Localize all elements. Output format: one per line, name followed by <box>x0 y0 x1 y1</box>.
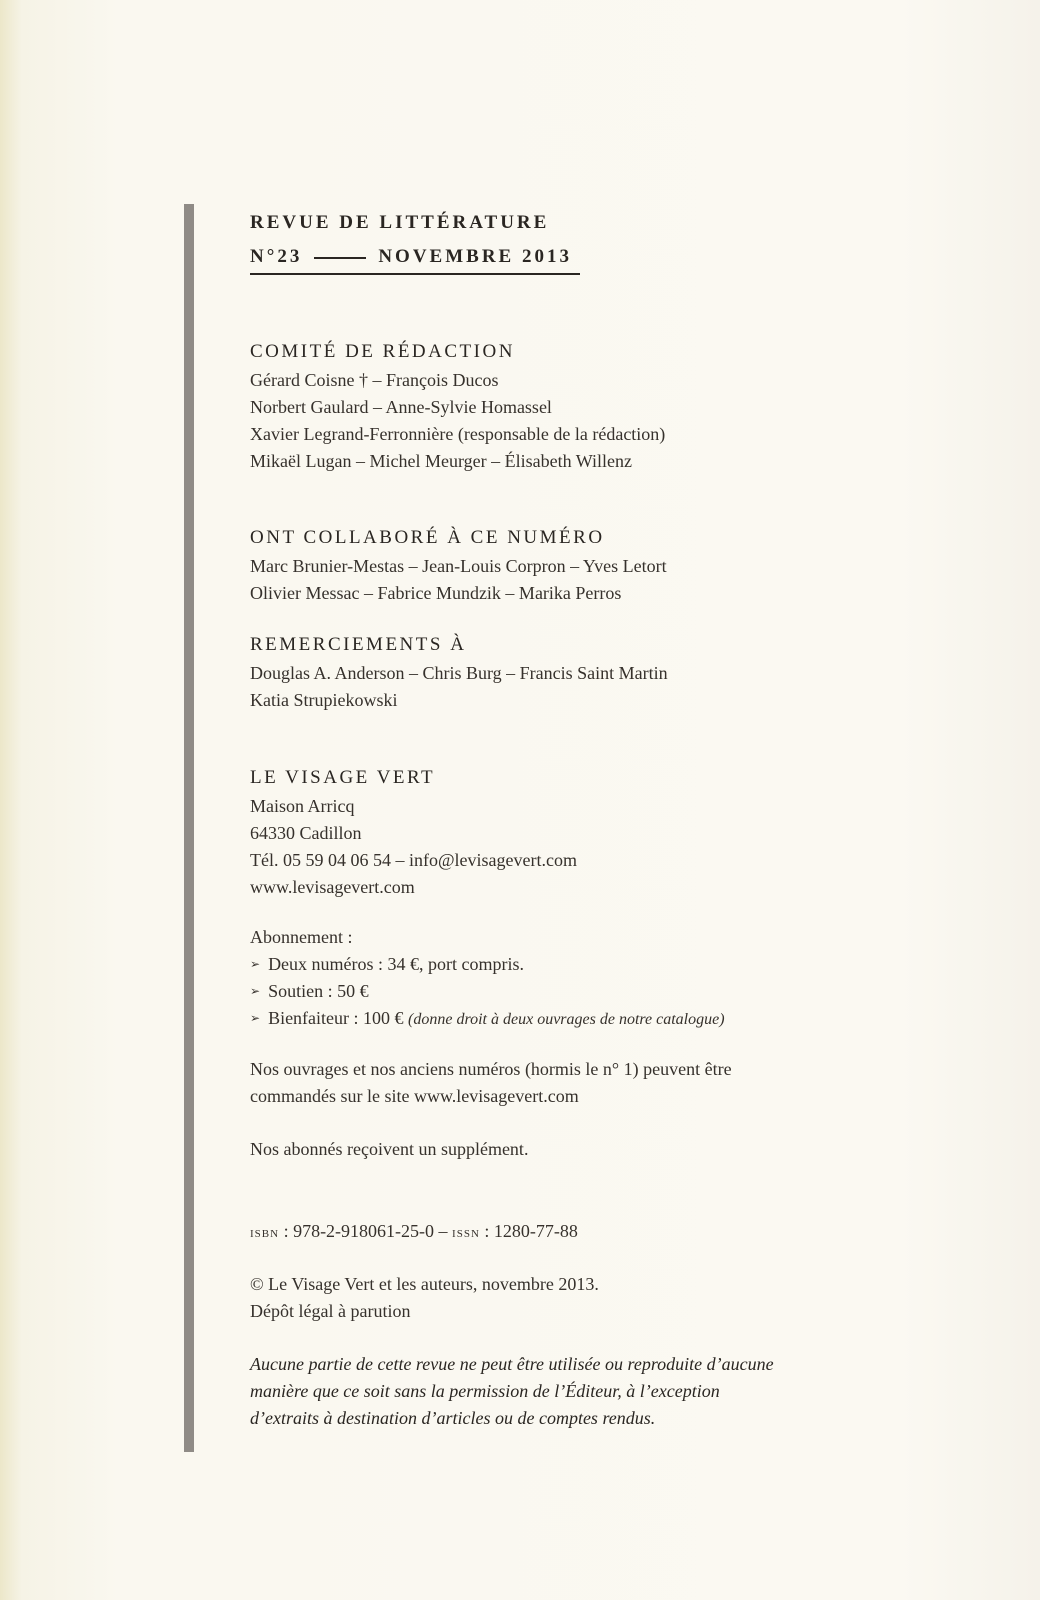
ouvrages-line: Nos ouvrages et nos anciens numéros (hormis le n° 1) peuvent être <box>250 1059 732 1079</box>
abonnement-item: ➢ Soutien : 50 € <box>250 978 725 1005</box>
copyright-line: © Le Visage Vert et les auteurs, novembre 2013. <box>250 1274 599 1294</box>
address-line: Maison Arricq <box>250 796 355 816</box>
editeur-title: LE VISAGE VERT <box>250 767 436 788</box>
abonnement-item <box>250 1005 725 1033</box>
editeur-section <box>250 763 577 901</box>
collabore-title: ONT COLLABORÉ À CE NUMÉRO <box>250 527 605 548</box>
header-underline <box>250 273 580 275</box>
issn-value: : 1280-77-88 <box>479 1221 578 1241</box>
notice-section <box>250 1351 890 1432</box>
address-line: 64330 Cadillon <box>250 823 362 843</box>
remerciements-line: Douglas A. Anderson – Chris Burg – Francis Saint Martin <box>250 663 668 683</box>
bienfaiteur-note: (donne droit à deux ouvrages de notre catalogue) <box>408 1011 725 1028</box>
remerciements-section <box>250 630 668 714</box>
issn-label: issn <box>452 1224 480 1241</box>
comite-line: Mikaël Lugan – Michel Meurger – Élisabeth Willenz <box>250 451 633 471</box>
ouvrages-section <box>250 1056 732 1110</box>
abonnement-item: ➢ Deux numéros : 34 €, port compris. <box>250 951 725 978</box>
abonnement-section <box>250 924 725 1033</box>
isbn-label: isbn <box>250 1224 280 1241</box>
remerciements-line: Katia Strupiekowski <box>250 690 398 710</box>
ouvrages-line: commandés sur le site www.levisagevert.com <box>250 1086 579 1106</box>
issue-number: N°23 <box>250 246 303 267</box>
collabore-section <box>250 523 667 607</box>
notice-line: Aucune partie de cette revue ne peut être utilisée ou reproduite d’aucune <box>250 1354 774 1374</box>
supplement-section <box>250 1136 528 1163</box>
copyright-section <box>250 1271 599 1325</box>
supplement-line: Nos abonnés reçoivent un supplément. <box>250 1139 529 1159</box>
comite-section <box>250 337 665 475</box>
comite-line: Xavier Legrand-Ferronnière (responsable de la rédaction) <box>250 424 666 444</box>
identifiers-section <box>250 1218 578 1246</box>
collabore-line: Marc Brunier-Mestas – Jean-Louis Corpron – Yves Letort <box>250 556 667 576</box>
comite-line: Norbert Gaulard – Anne-Sylvie Homassel <box>250 397 552 417</box>
left-vertical-bar <box>184 204 194 1452</box>
notice-line: manière que ce soit sans la permission de l’Éditeur, à l’exception <box>250 1381 720 1401</box>
dash-rule <box>314 257 366 259</box>
depot-legal-line: Dépôt légal à parution <box>250 1301 411 1321</box>
collabore-line: Olivier Messac – Fabrice Mundzik – Marika Perros <box>250 583 622 603</box>
issue-line <box>250 240 572 274</box>
issue-date: NOVEMBRE 2013 <box>378 246 572 267</box>
comite-line: Gérard Coisne † – François Ducos <box>250 370 499 390</box>
website-line: www.levisagevert.com <box>250 877 415 897</box>
header <box>250 206 572 274</box>
isbn-value: : 978-2-918061-25-0 – <box>279 1221 453 1241</box>
comite-title: COMITÉ DE RÉDACTION <box>250 341 515 362</box>
bienfaiteur-label: Bienfaiteur : 100 € <box>268 1008 404 1028</box>
contact-line: Tél. 05 59 04 06 54 – info@levisagevert.com <box>250 850 578 870</box>
abonnement-title: Abonnement : <box>250 927 353 947</box>
notice-line: d’extraits à destination d’articles ou de comptes rendus. <box>250 1408 656 1428</box>
identifiers-line <box>250 1218 578 1246</box>
remerciements-title: REMERCIEMENTS À <box>250 634 467 655</box>
review-title: REVUE DE LITTÉRATURE <box>250 212 550 233</box>
